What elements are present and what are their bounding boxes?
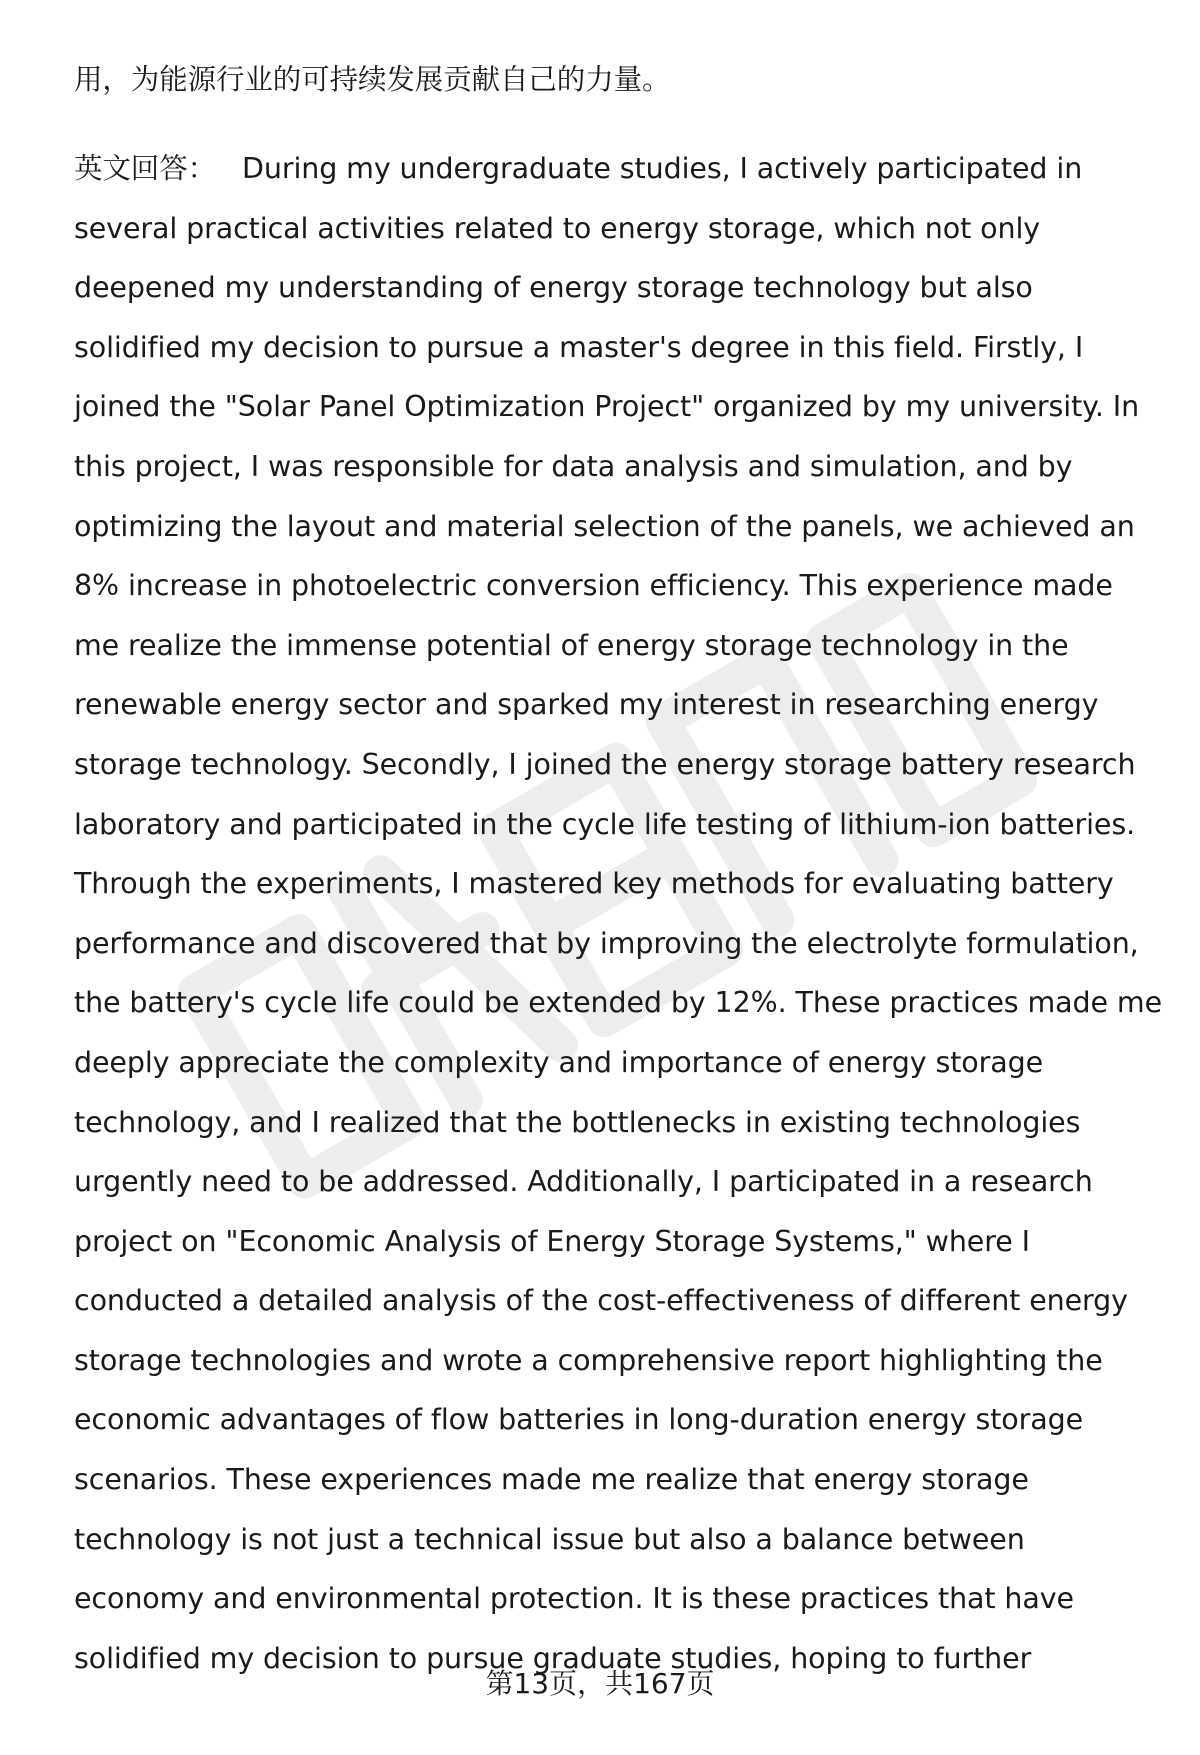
answer-line bbox=[74, 1569, 1154, 1629]
answer-line bbox=[74, 616, 1154, 676]
answer-line-text: laboratory and participated in the cycle life testing of lithium-ion batteries. bbox=[74, 807, 1136, 841]
answer-line-text: storage technology. Secondly, I joined the energy storage battery research bbox=[74, 747, 1136, 781]
answer-line-text: urgently need to be addressed. Additionally, I participated in a research bbox=[74, 1165, 1093, 1199]
answer-line bbox=[74, 1152, 1154, 1212]
answer-line-text: joined the "Solar Panel Optimization Project" organized by my university. In bbox=[74, 390, 1140, 424]
answer-line bbox=[74, 1271, 1154, 1331]
answer-line bbox=[74, 258, 1154, 318]
answer-line-text: deepened my understanding of energy storage technology but also bbox=[74, 271, 1033, 305]
english-answer bbox=[74, 139, 1163, 1688]
page-number-footer: 第13页，共167页 bbox=[485, 1667, 715, 1700]
answer-line bbox=[74, 1093, 1154, 1153]
answer-line-text: me realize the immense potential of energy storage technology in the bbox=[74, 628, 1069, 662]
answer-line-text: economic advantages of flow batteries in long-duration energy storage bbox=[74, 1403, 1084, 1437]
answer-line-text: conducted a detailed analysis of the cost-effectiveness of different energy bbox=[74, 1284, 1128, 1318]
intro-text: 用，为能源行业的可持续发展贡献自己的力量。 bbox=[74, 63, 671, 96]
answer-line bbox=[74, 139, 1154, 199]
answer-line bbox=[74, 675, 1154, 735]
answer-line bbox=[74, 1331, 1154, 1391]
answer-line-text: performance and discovered that by improving the electrolyte formulation, bbox=[74, 926, 1139, 960]
answer-line-text: solidified my decision to pursue a master's degree in this field. Firstly, I bbox=[74, 330, 1084, 364]
answer-line-text: technology, and I realized that the bottlenecks in existing technologies bbox=[74, 1105, 1081, 1139]
answer-line-text: scenarios. These experiences made me realize that energy storage bbox=[74, 1463, 1029, 1497]
answer-line bbox=[74, 1033, 1154, 1093]
answer-line bbox=[74, 556, 1154, 616]
answer-line bbox=[74, 973, 1163, 1033]
answer-line bbox=[74, 1390, 1154, 1450]
answer-line bbox=[74, 1450, 1154, 1510]
answer-line-text: several practical activities related to energy storage, which not only bbox=[74, 211, 1041, 245]
answer-line bbox=[74, 795, 1154, 855]
answer-label: 英文回答： bbox=[74, 152, 217, 185]
answer-line bbox=[74, 1212, 1154, 1272]
answer-line bbox=[74, 377, 1154, 437]
answer-line-text: Through the experiments, I mastered key methods for evaluating battery bbox=[74, 867, 1114, 901]
answer-line bbox=[74, 854, 1154, 914]
answer-line-text: optimizing the layout and material selection of the panels, we achieved an bbox=[74, 509, 1135, 543]
answer-line-text: technology is not just a technical issue but also a balance between bbox=[74, 1522, 1025, 1556]
answer-line-text: project on "Economic Analysis of Energy Storage Systems," where I bbox=[74, 1224, 1030, 1258]
answer-line-text: solidified my decision to pursue graduate studies, hoping to further bbox=[74, 1641, 1032, 1675]
answer-line-text: deeply appreciate the complexity and importance of energy storage bbox=[74, 1045, 1044, 1079]
answer-line bbox=[74, 437, 1154, 497]
answer-line bbox=[74, 318, 1154, 378]
answer-line-text: renewable energy sector and sparked my interest in researching energy bbox=[74, 688, 1099, 722]
answer-line bbox=[74, 199, 1154, 259]
intro-line bbox=[74, 50, 1154, 110]
answer-line-text: the battery's cycle life could be extended by 12%. These practices made me bbox=[74, 986, 1163, 1020]
answer-line bbox=[74, 914, 1154, 974]
answer-line-text: During my undergraduate studies, I actively participated in bbox=[242, 152, 1083, 185]
answer-line bbox=[74, 1510, 1154, 1570]
answer-line bbox=[74, 735, 1154, 795]
answer-line bbox=[74, 497, 1154, 557]
answer-line-text: this project, I was responsible for data analysis and simulation, and by bbox=[74, 449, 1073, 483]
answer-line-text: storage technologies and wrote a comprehensive report highlighting the bbox=[74, 1343, 1103, 1377]
answer-line-text: 8% increase in photoelectric conversion efficiency. This experience made bbox=[74, 569, 1113, 603]
answer-line-text: economy and environmental protection. It is these practices that have bbox=[74, 1582, 1074, 1616]
